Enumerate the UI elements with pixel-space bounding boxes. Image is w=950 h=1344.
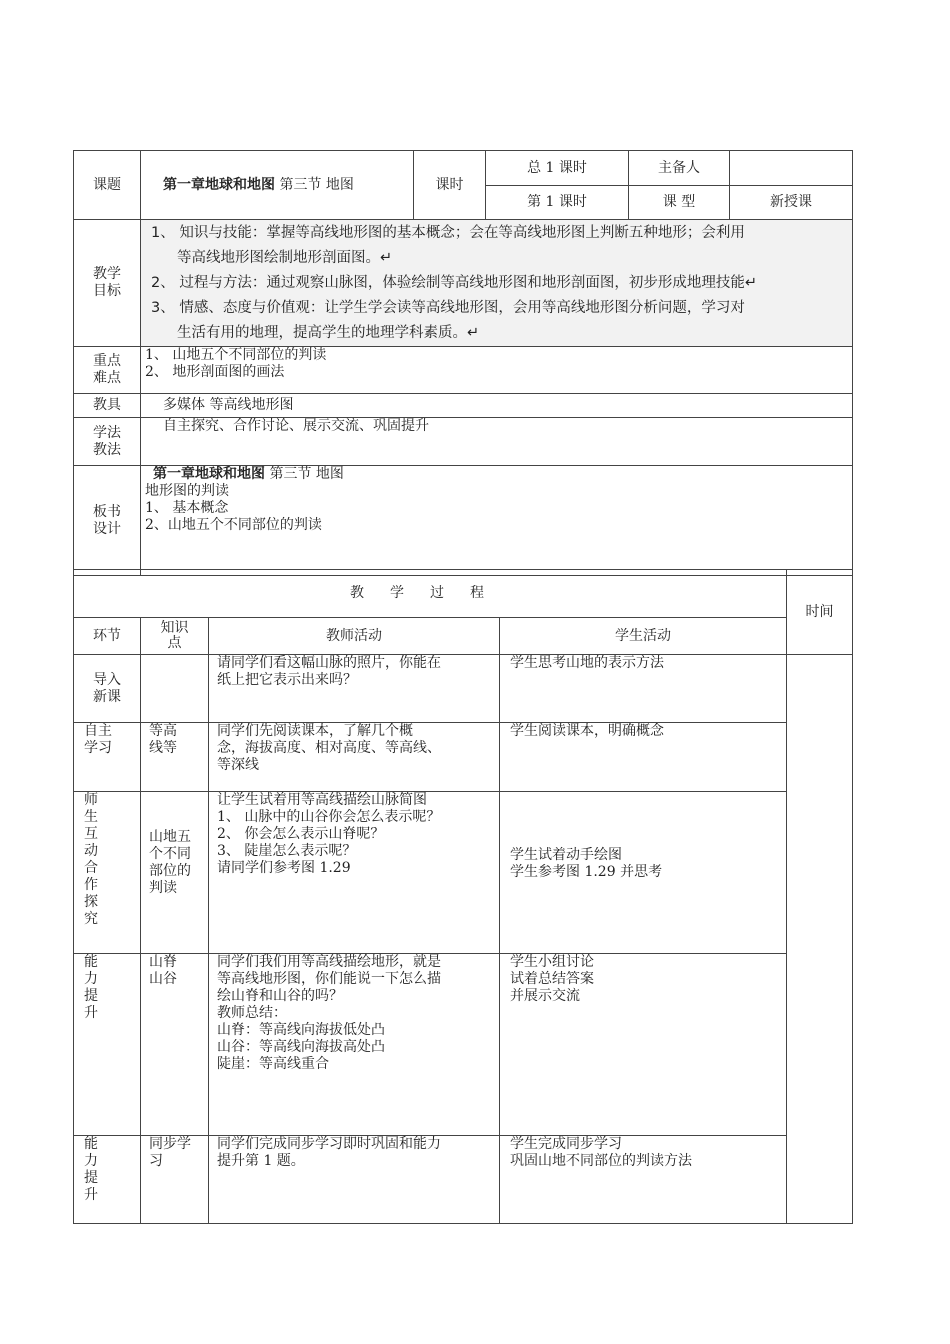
board-content — [141, 466, 853, 576]
board-line: 2、山地五个不同部位的判读 — [145, 517, 322, 533]
topic-bold: 第一章地球和地图 — [163, 176, 275, 193]
table-row — [74, 723, 853, 792]
student-activity: 学生试着动手绘图 学生参考图 1.29 并思考 — [500, 792, 787, 954]
tools-value: 多媒体 等高线地形图 — [141, 394, 853, 418]
time-column — [787, 655, 853, 1224]
knowledge-cell — [141, 655, 209, 723]
col-header-teacher: 教师活动 — [209, 618, 500, 655]
objectives-label: 教学目标 — [74, 220, 141, 347]
methods-label: 学法教法 — [74, 418, 141, 466]
teacher-activity: 同学们完成同步学习即时巩固和能力 提升第 1 题。 — [209, 1136, 500, 1224]
board-line: 地形图的判读 — [145, 483, 229, 499]
objective-line: 等高线地形图绘制地形剖面图。↵ — [177, 250, 393, 266]
topic-rest: 第三节 地图 — [275, 176, 354, 193]
teacher-activity: 同学们先阅读课本，了解几个概 念，海拔高度、相对高度、等高线、 等深线 — [209, 723, 500, 792]
preparer-value — [730, 151, 853, 186]
table-row — [74, 655, 853, 723]
methods-value: 自主探究、合作讨论、展示交流、巩固提升 — [141, 418, 853, 466]
key-points-label: 重点难点 — [74, 347, 141, 394]
knowledge-cell: 等高线等 — [141, 723, 209, 792]
student-activity: 学生阅读课本，明确概念 — [500, 723, 787, 792]
section-cell: 导入新课 — [74, 655, 141, 723]
board-label: 板书设计 — [74, 466, 141, 576]
topic-value — [141, 151, 414, 220]
table-row — [74, 792, 853, 954]
table-row — [74, 1136, 853, 1224]
student-activity: 学生完成同步学习 巩固山地不同部位的判读方法 — [500, 1136, 787, 1224]
objective-line: 3、 情感、态度与价值观：让学生学会读等高线地形图，会用等高线地形图分析问题，学习对 — [151, 300, 745, 316]
teacher-activity: 同学们我们用等高线描绘地形，就是 等高线地形图，你们能说一下怎么描 绘山脊和山谷的吗？ 教师总结： 山脊：等高线向海拔低处凸 山谷：等高线向海拔高处凸 陡崖：等高线重合 — [209, 954, 500, 1136]
section-cell: 能力提升 — [74, 1136, 141, 1224]
lesson-info-table — [73, 150, 853, 576]
board-line: 1、 基本概念 — [145, 500, 229, 516]
time-label: 时间 — [787, 570, 853, 655]
process-title: 教学过程 — [74, 570, 787, 618]
key-points-content — [141, 347, 853, 394]
hours-label: 课时 — [414, 151, 486, 220]
objective-line: 生活有用的地理，提高学生的地理学科素质。↵ — [177, 325, 480, 341]
knowledge-cell: 山地五个不同部位的判读 — [141, 792, 209, 954]
teaching-process-table — [73, 569, 853, 1224]
knowledge-cell: 山脊山谷 — [141, 954, 209, 1136]
student-activity: 学生思考山地的表示方法 — [500, 655, 787, 723]
student-activity: 学生小组讨论 试着总结答案 并展示交流 — [500, 954, 787, 1136]
col-header-section: 环节 — [74, 618, 141, 655]
preparer-label: 主备人 — [629, 151, 730, 186]
col-header-knowledge: 知识点 — [141, 618, 209, 655]
section-cell: 自主学习 — [74, 723, 141, 792]
objective-line: 1、 知识与技能：掌握等高线地形图的基本概念；会在等高线地形图上判断五种地形；会利用 — [151, 225, 745, 241]
section-cell: 师生互动合作探究 — [74, 792, 141, 954]
board-title: 第一章地球和地图 第三节 地图 — [153, 466, 344, 482]
col-header-student: 学生活动 — [500, 618, 787, 655]
teacher-activity: 请同学们看这幅山脉的照片，你能在 纸上把它表示出来吗？ — [209, 655, 500, 723]
type-label: 课 型 — [629, 186, 730, 220]
type-value: 新授课 — [730, 186, 853, 220]
key-point-item: 2、 地形剖面图的画法 — [145, 364, 285, 380]
topic-label: 课题 — [74, 151, 141, 220]
knowledge-cell: 同步学习 — [141, 1136, 209, 1224]
tools-label: 教具 — [74, 394, 141, 418]
section-cell: 能力提升 — [74, 954, 141, 1136]
teacher-activity: 让学生试着用等高线描绘山脉简图 1、 山脉中的山谷你会怎么表示呢？ 2、 你会怎么表示山脊呢？ 3、 陡崖怎么表示呢？ 请同学们参考图 1.29 — [209, 792, 500, 954]
table-row — [74, 954, 853, 1136]
this-hour: 第 1 课时 — [486, 186, 629, 220]
objective-line: 2、 过程与方法：通过观察山脉图，体验绘制等高线地形图和地形剖面图，初步形成地理技能↵ — [151, 275, 757, 291]
total-hours: 总 1 课时 — [486, 151, 629, 186]
key-point-item: 1、 山地五个不同部位的判读 — [145, 347, 327, 363]
objectives-content — [141, 220, 853, 347]
